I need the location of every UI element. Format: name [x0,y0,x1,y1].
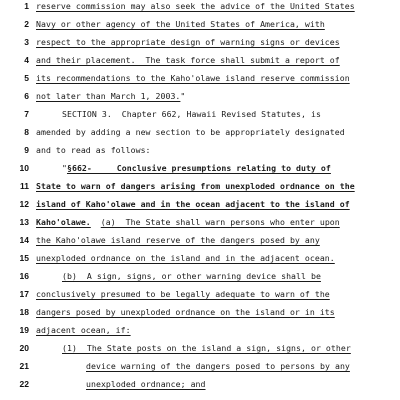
line-number: 3 [24,37,29,47]
line-number: 4 [24,55,29,65]
line-number: 16 [19,271,29,281]
line-number: 20 [19,343,29,353]
line-19 [0,325,400,343]
line-text: (b) A sign, signs, or other warning device shall be [62,271,321,281]
line-2 [0,19,400,37]
amended-text: not later than March 1, 2003. [36,91,181,101]
line-6 [0,91,400,109]
line-16 [0,271,400,289]
subsection-a: (a) The State shall warn persons who enter upon [100,217,340,227]
line-number: 5 [24,73,29,83]
line-14 [0,235,400,253]
opening-quote: " [62,163,67,173]
line-text: the Kaho'olawe island reserve of the dangers posed by any [36,235,320,245]
line-text: and to read as follows: [36,145,151,155]
line-number: 1 [24,1,29,11]
line-number: 7 [24,109,29,119]
line-number: 2 [24,19,29,29]
line-22 [0,379,400,397]
line-11 [0,181,400,199]
line-12 [0,199,400,217]
line-text [62,343,351,353]
closing-quote: " [180,91,186,101]
line-text [36,91,185,101]
text-segment: device warning of the dangers posed to persons by any [86,361,350,371]
line-3 [0,37,400,55]
line-text: respect to the appropriate design of warning signs or devices [36,37,340,47]
text-segment: (1) The State posts on the island a sign, signs, or other [62,343,351,353]
line-1 [0,1,400,19]
section-heading: §662- Conclusive presumptions relating to duty of [66,163,331,173]
line-4 [0,55,400,73]
line-5 [0,73,400,91]
line-21 [0,361,400,379]
line-text: State to warn of dangers arising from unexploded ordnance on the [36,181,355,191]
line-number: 13 [19,217,29,227]
line-number: 15 [19,253,29,263]
line-10 [0,163,400,181]
line-number: 6 [24,91,29,101]
line-number: 12 [19,199,29,209]
line-number: 18 [19,307,29,317]
line-18 [0,307,400,325]
line-text: unexploded ordnance on the island and in the adjacent ocean. [36,253,335,263]
line-number: 8 [24,127,29,137]
line-text: its recommendations to the Kaho'olawe island reserve commission [36,73,350,83]
line-text: SECTION 3. Chapter 662, Hawaii Revised Statutes, is [62,109,321,119]
spacer [91,217,101,227]
line-text: amended by adding a new section to be appropriately designated [36,127,345,137]
line-number: 19 [19,325,29,335]
line-number: 10 [19,163,29,173]
line-7 [0,109,400,127]
line-text: conclusively presumed to be legally adequate to warn of the [36,289,330,299]
line-number: 21 [19,361,29,371]
section-heading-end: Kaho'olawe. [36,217,91,227]
line-text: dangers posed by unexploded ordnance on the island or in its [36,307,335,317]
line-text [86,361,350,371]
line-9 [0,145,400,163]
line-8 [0,127,400,145]
line-17 [0,289,400,307]
line-text [36,217,340,227]
line-text: reserve commission may also seek the advice of the United States [36,1,355,11]
line-number: 9 [24,145,29,155]
line-number: 17 [19,289,29,299]
line-number: 14 [19,235,29,245]
line-number: 11 [20,181,29,191]
line-text [86,379,206,389]
line-13 [0,217,400,235]
line-text: island of Kaho'olawe and in the ocean adjacent to the island of [36,199,350,209]
line-text [62,163,331,173]
line-text: and their placement. The task force shall submit a report of [36,55,340,65]
line-text: adjacent ocean, if: [36,325,131,335]
line-text: Navy or other agency of the United States of America, with [36,19,325,29]
line-20 [0,343,400,361]
line-15 [0,253,400,271]
line-number: 22 [19,379,29,389]
text-segment: unexploded ordnance; and [86,379,206,389]
